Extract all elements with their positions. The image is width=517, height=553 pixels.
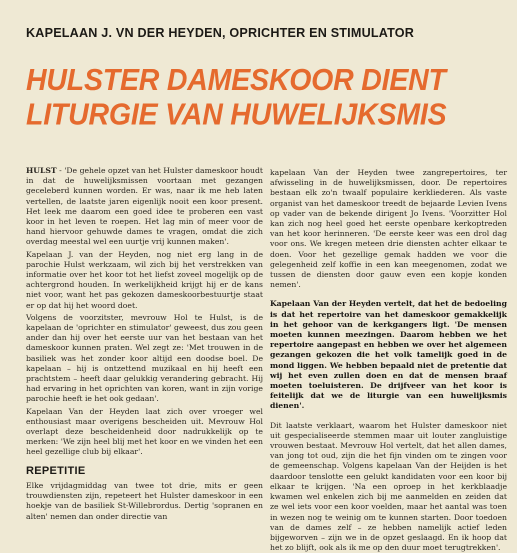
- article-paragraph: Volgens de voorzitster, mevrouw Hol te Hulst, is de kapelaan de 'oprichter en stimulator' geweest, dus zou geen ander dan hij over het eerste uur van het bestaan van het dameskoor kunnen praten. Wel zegt ze: 'Met trouwen in de basiliek was het zonder koor altijd een doodse boel. De kapelaan – hij is ontzettend muzikaal en hij heeft een prachtstem – heeft daar gelukkig verandering gebracht. Hij had ervaring in het oprichten van koren, want in zijn vorige parochie heeft ie het ook gedaan'.: [26, 312, 263, 404]
- headline-line-2: LITURGIE VAN HUWELIJKSMIS: [26, 97, 447, 133]
- article-column-left: [26, 166, 263, 521]
- article-paragraph: Dit laatste verklaart, waarom het Hulster dameskoor niet uit gespecialiseerde stemmen maar uit louter zangluistige vrouwen bestaat. Mevrouw Hol vertelt, dat het allen dames, van jong tot oud, zijn die het fijn vinden om te zingen voor de gemeenschap. Volgens kapelaan Van der Heijden is het daardoor tenslotte een gelukt kandidaten voor een koor bij elkaar te krijgen. 'Na een oproep in het kerkblaadje kwamen wel enkelen zich bij me aanmelden en zeiden dat ze wel iets voor een koor voelden, maar het aantal was toen in wezen nog te weinig om te kunnen starten. Door toedoen van de dames zelf – ze hebben namelijk actief leden bijgeworven – zijn we in de opzet geslaagd. En ik hoop dat het zo blijft, ook als ik me op den duur moet terugtrekken'.: [270, 420, 507, 553]
- article-paragraph: Kapelaan J. van der Heyden, nog niet erg lang in de parochie Hulst werkzaam, wil zich bij het verstrekken van informatie over het koor tot het liefst zoveel mogelijk op de achtergrond houden. In werkelijkheid krijgt hij er de kans niet voor, want het pas gekozen dameskoorbestuurtje staat er op dat hij het woord doet.: [26, 249, 263, 310]
- article-paragraph: Kapelaan Van der Heyden laat zich over vroeger wel enthousiast maar overigens bescheiden uit. Mevrouw Hol overlapt deze bescheidenheid door nadrukkelijk op te merken: 'We zijn heel blij met het koor en we vinden het een heel gezellige club bij elkaar'.: [26, 406, 263, 457]
- paragraph-text: - 'De gehele opzet van het Hulster dameskoor houdt in dat de huwelijksmissen voortaan met gezangen geceleberd kunnen worden. Er was, naar ik me heb laten vertellen, de laatste jaren eigenlijk nooit een koor present. Het leek me daarom een goed idee te proberen een vast koor in het leven te roepen. Het lag min of meer voor de hand hiervoor gehuwde dames te vragen, omdat die zich overdag meestal wel een uurtje vrij kunnen maken'.: [26, 166, 263, 247]
- article-paragraph: kapelaan Van der Heyden twee zangrepertoires, ter afwisseling in de huwelijksmissen, door. De repertoires bestaan elk zo'n twaalf populaire kerkliederen. Als vaste organist van het dameskoor treedt de bejaarde Levien Ivens op vader van de bekende dirigent Jo Ivens. 'Voorzitter Hol kan zich nog heel goed het eerste openbare kerkoptreden van het koor herinneren. 'De eerste keer was een drol dag voor ons. We kregen meteen drie diensten achter elkaar te doen. Voor het gezellige gemak hadden we voor die gelegenheid zelf koffie in een kan meegenomen, zodat we tussen de diensten door gauw even een kopje konden nemen'.: [270, 168, 507, 290]
- article-paragraph-bold: Kapelaan Van der Heyden vertelt, dat het de bedoeling is dat het repertoire van het dameskoor gemakkelijk in het gehoor van de kerkgangers ligt. 'De mensen moeten kunnen meezingen. Daarom hebben we het repertoire aangepast en hebben we over het algemeen gezangen gekozen die het volk tamelijk goed in de mond liggen. We hebben bepaald niet de pretentie dat wij het even zullen doen en dat de mensen braaf moeten toeluisteren. De drijfveer van het koor is feitelijk dat we de liturgie van een huwelijksmis dienen'.: [270, 299, 507, 411]
- article-kicker: KAPELAAN J. VN DER HEYDEN, OPRICHTER EN STIMULATOR: [26, 26, 415, 40]
- article-headline: [26, 63, 506, 132]
- article-column-right: [270, 168, 507, 553]
- dateline: HULST: [26, 166, 57, 175]
- article-paragraph: [26, 166, 263, 248]
- section-subhead: REPETITIE: [26, 464, 86, 477]
- article-paragraph: Elke vrijdagmiddag van twee tot drie, mits er geen trouwdiensten zijn, repeteert het Hulster dameskoor in een hoekje van de basiliek St-Willebrordus. Dertig 'sopranen en alten' nemen dan onder directie van: [26, 480, 263, 521]
- headline-line-1: HULSTER DAMESKOOR DIENT: [26, 63, 446, 98]
